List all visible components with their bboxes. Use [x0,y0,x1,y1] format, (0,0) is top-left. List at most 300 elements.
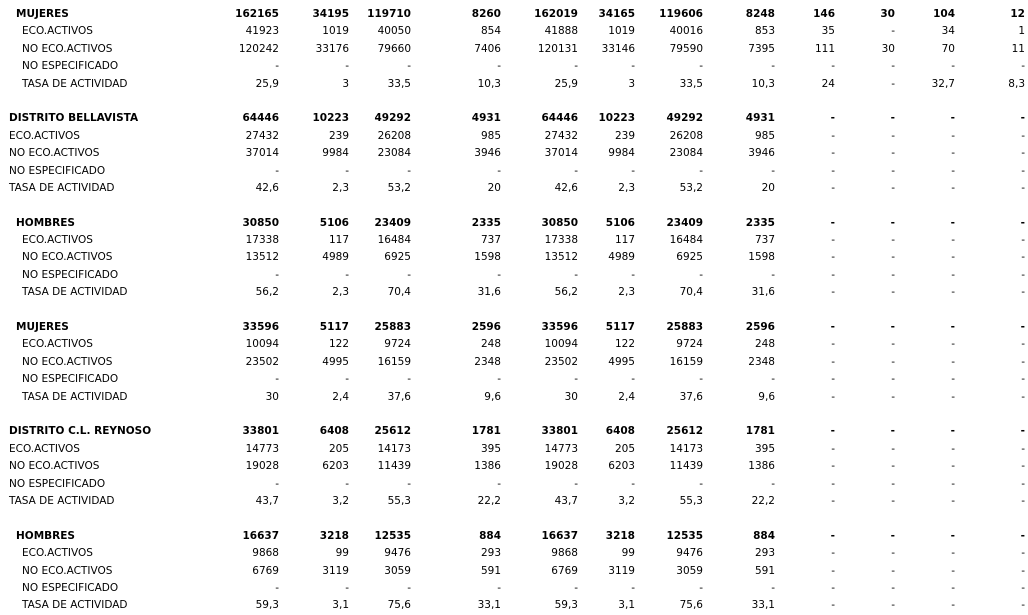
table-cell: - [1021,164,1025,177]
table-cell: 162019 [534,8,578,20]
table-cell: - [1020,529,1025,542]
spacer-row [0,302,1028,319]
table-cell: - [345,60,349,73]
table-cell: 40016 [669,25,703,38]
table-cell: - [891,129,895,142]
table-row [0,597,1028,614]
table-cell: - [951,460,955,473]
statistics-table [0,6,1028,615]
table-cell: - [699,268,703,281]
table-cell: - [1020,112,1025,125]
table-cell: - [1021,564,1025,577]
table-cell: 33801 [242,425,279,438]
table-cell: 33,1 [751,599,775,612]
table-cell: 53,2 [679,181,703,194]
table-cell: - [831,373,835,386]
table-cell: 10094 [544,338,578,351]
table-cell: - [699,373,703,386]
table-cell: - [950,216,955,229]
table-cell: 985 [754,129,775,142]
table-cell: 16637 [541,529,578,542]
table-cell: 4989 [608,251,635,264]
table-cell: - [890,425,895,438]
table-cell: 19028 [544,460,578,473]
table-cell: 248 [480,338,501,351]
table-cell: 6203 [322,460,349,473]
table-row [0,319,1028,336]
table-cell: - [830,216,835,229]
table-cell: - [345,373,349,386]
table-cell: 9984 [322,147,349,160]
table-cell: 120242 [238,42,279,55]
table-cell: 70 [941,42,955,55]
table-cell: 25883 [666,321,703,334]
row-label: MUJERES [16,321,69,334]
table-cell: 16159 [377,355,411,368]
row-label: TASA DE ACTIVIDAD [22,390,128,403]
table-cell: - [951,234,955,247]
table-cell: - [891,373,895,386]
table-cell: 122 [614,338,635,351]
table-cell: 25612 [666,425,703,438]
table-cell: - [1021,251,1025,264]
table-cell: - [497,477,501,490]
table-cell: 1781 [471,425,501,438]
table-row [0,232,1028,249]
table-cell: 104 [933,8,955,20]
table-cell: 3059 [384,564,411,577]
table-cell: - [831,494,835,507]
table-cell: 34 [941,25,955,38]
table-cell: 3218 [319,529,349,542]
row-label: HOMBRES [16,216,75,229]
table-row [0,371,1028,388]
table-cell: - [699,477,703,490]
table-cell: - [951,547,955,560]
table-cell: 8248 [745,8,775,20]
table-cell: - [1021,234,1025,247]
table-cell: - [497,373,501,386]
table-cell: - [1021,268,1025,281]
table-cell: - [631,268,635,281]
row-label: NO ECO.ACTIVOS [22,42,113,55]
table-cell: - [890,216,895,229]
table-cell: - [574,268,578,281]
table-cell: 2596 [745,321,775,334]
table-row [0,563,1028,580]
table-cell: 11 [1011,42,1025,55]
table-cell: - [1021,355,1025,368]
table-cell: - [771,60,775,73]
table-cell: 10,3 [751,77,775,90]
table-cell: 33,5 [387,77,411,90]
spacer-row [0,510,1028,527]
table-cell: - [891,442,895,455]
table-cell: 853 [754,25,775,38]
table-cell: 27432 [245,129,279,142]
table-cell: 3946 [748,147,775,160]
table-cell: - [631,581,635,594]
table-cell: - [831,147,835,160]
table-cell: - [771,581,775,594]
table-cell: 9724 [384,338,411,351]
table-cell: 146 [813,8,835,20]
table-cell: - [1021,373,1025,386]
table-cell: 2335 [471,216,501,229]
table-cell: - [950,529,955,542]
table-cell: 9476 [384,547,411,560]
table-cell: - [831,60,835,73]
table-cell: 30 [265,390,279,403]
table-cell: 14773 [544,442,578,455]
table-cell: - [831,234,835,247]
table-row [0,128,1028,145]
table-cell: 32,7 [931,77,955,90]
table-cell: 24 [821,77,835,90]
table-cell: - [831,547,835,560]
table-cell: 3218 [605,529,635,542]
table-cell: 99 [621,547,635,560]
table-cell: 3119 [322,564,349,577]
table-cell: - [831,164,835,177]
table-cell: 20 [487,181,501,194]
table-cell: 2335 [745,216,775,229]
table-cell: 42,6 [554,181,578,194]
table-cell: - [891,494,895,507]
table-cell: - [1021,338,1025,351]
row-label: ECO.ACTIVOS [22,234,93,247]
table-cell: 26208 [669,129,703,142]
row-label: DISTRITO C.L. REYNOSO [9,425,152,438]
table-cell: - [275,164,279,177]
table-cell: - [1021,547,1025,560]
table-cell: 2,3 [618,181,635,194]
table-cell: - [890,321,895,334]
row-label: TASA DE ACTIVIDAD [22,286,128,299]
table-cell: - [891,268,895,281]
table-cell: 4989 [322,251,349,264]
table-cell: - [951,338,955,351]
table-cell: 2,3 [332,181,349,194]
table-cell: 6925 [676,251,703,264]
table-row [0,249,1028,266]
table-row [0,458,1028,475]
table-row [0,580,1028,597]
table-cell: - [831,251,835,264]
row-label: TASA DE ACTIVIDAD [9,181,115,194]
table-cell: 43,7 [255,494,279,507]
table-cell: 11439 [377,460,411,473]
table-cell: 293 [754,547,775,560]
table-cell: 53,2 [387,181,411,194]
table-cell: 884 [753,529,775,542]
table-cell: 19028 [245,460,279,473]
table-cell: 111 [814,42,835,55]
row-label: TASA DE ACTIVIDAD [22,77,128,90]
table-cell: 23084 [377,147,411,160]
table-cell: - [831,390,835,403]
table-cell: 395 [754,442,775,455]
table-cell: 22,2 [751,494,775,507]
table-cell: - [831,599,835,612]
table-cell: 4931 [745,112,775,125]
table-cell: 4995 [608,355,635,368]
row-label: ECO.ACTIVOS [9,442,80,455]
row-label: ECO.ACTIVOS [22,547,93,560]
table-cell: 9,6 [484,390,501,403]
table-cell: 9868 [551,547,578,560]
table-cell: 43,7 [554,494,578,507]
table-cell: 75,6 [679,599,703,612]
table-cell: 119606 [659,8,703,20]
row-label: NO ECO.ACTIVOS [9,460,100,473]
row-label: HOMBRES [16,529,75,542]
row-label: NO ESPECIFICADO [22,373,119,386]
row-label: NO ESPECIFICADO [22,60,119,73]
table-cell: 119710 [367,8,411,20]
row-label: TASA DE ACTIVIDAD [9,494,115,507]
table-cell: 8,3 [1008,77,1025,90]
table-cell: 17338 [245,234,279,247]
table-cell: - [407,268,411,281]
table-row [0,215,1028,232]
table-cell: - [345,164,349,177]
table-cell: - [891,181,895,194]
table-row [0,41,1028,58]
table-cell: 1598 [748,251,775,264]
table-cell: 75,6 [387,599,411,612]
table-row [0,267,1028,284]
table-cell: 31,6 [751,286,775,299]
table-cell: 4931 [471,112,501,125]
row-label: NO ECO.ACTIVOS [22,564,113,577]
table-cell: 3 [628,77,635,90]
table-cell: 122 [328,338,349,351]
table-cell: - [951,129,955,142]
table-cell: - [891,547,895,560]
row-label: NO ECO.ACTIVOS [22,251,113,264]
table-cell: - [891,599,895,612]
table-cell: - [574,373,578,386]
table-cell: 9868 [252,547,279,560]
row-label: DISTRITO BELLAVISTA [9,112,139,125]
table-cell: - [574,164,578,177]
table-cell: 33146 [601,42,635,55]
table-row [0,180,1028,197]
table-cell: 34165 [598,8,635,20]
table-cell: 55,3 [679,494,703,507]
table-cell: 42,6 [255,181,279,194]
table-cell: 2348 [748,355,775,368]
table-cell: 33596 [541,321,578,334]
table-cell: 26208 [377,129,411,142]
table-cell: - [830,321,835,334]
table-cell: 12 [1010,8,1025,20]
table-cell: 985 [480,129,501,142]
table-cell: - [891,60,895,73]
table-cell: 10094 [245,338,279,351]
table-cell: 248 [754,338,775,351]
table-cell: - [951,373,955,386]
table-cell: - [631,164,635,177]
table-cell: - [891,234,895,247]
table-cell: - [771,268,775,281]
table-cell: - [1020,321,1025,334]
row-label: NO ECO.ACTIVOS [9,147,100,160]
table-cell: 37014 [544,147,578,160]
table-cell: - [771,373,775,386]
table-cell: 64446 [242,112,279,125]
table-cell: 10223 [312,112,349,125]
table-cell: 59,3 [255,599,279,612]
table-cell: - [951,564,955,577]
table-cell: 10,3 [477,77,501,90]
table-cell: 23084 [669,147,703,160]
table-cell: - [497,581,501,594]
table-cell: - [275,477,279,490]
table-cell: 23409 [666,216,703,229]
table-cell: - [951,251,955,264]
row-label: MUJERES [16,8,69,20]
table-cell: 884 [479,529,501,542]
table-cell: 49292 [374,112,411,125]
table-cell: - [891,355,895,368]
table-cell: 7395 [748,42,775,55]
table-cell: - [891,564,895,577]
table-cell: - [831,338,835,351]
table-cell: 5117 [319,321,349,334]
table-cell: - [831,355,835,368]
table-cell: 3 [342,77,349,90]
table-cell: - [699,581,703,594]
table-cell: - [951,390,955,403]
table-cell: 13512 [544,251,578,264]
table-cell: - [831,181,835,194]
table-cell: - [631,60,635,73]
table-cell: - [951,477,955,490]
table-cell: 6769 [252,564,279,577]
table-cell: - [951,355,955,368]
table-cell: - [951,147,955,160]
table-cell: - [951,60,955,73]
table-cell: - [574,477,578,490]
table-cell: - [407,164,411,177]
table-cell: 30 [881,42,895,55]
table-cell: - [891,147,895,160]
table-cell: - [891,460,895,473]
table-cell: - [831,442,835,455]
table-cell: 591 [754,564,775,577]
table-cell: 1386 [474,460,501,473]
table-cell: - [951,268,955,281]
table-cell: 4995 [322,355,349,368]
table-cell: - [1021,477,1025,490]
table-cell: 5106 [605,216,635,229]
table-cell: 34195 [312,8,349,20]
row-label: ECO.ACTIVOS [22,338,93,351]
table-cell: 79590 [669,42,703,55]
table-cell: - [950,321,955,334]
table-cell: 64446 [541,112,578,125]
table-cell: - [574,581,578,594]
table-cell: - [699,60,703,73]
table-cell: - [891,77,895,90]
table-cell: 5106 [319,216,349,229]
table-cell: - [830,425,835,438]
table-cell: 2,3 [618,286,635,299]
table-cell: - [831,286,835,299]
table-cell: - [891,286,895,299]
row-label: NO ESPECIFICADO [22,581,119,594]
table-cell: - [275,581,279,594]
table-cell: - [951,599,955,612]
table-row [0,23,1028,40]
table-cell: 33596 [242,321,279,334]
table-cell: 1781 [745,425,775,438]
table-cell: 1598 [474,251,501,264]
table-cell: 3946 [474,147,501,160]
table-cell: - [1020,425,1025,438]
table-cell: - [407,373,411,386]
table-cell: 120131 [537,42,578,55]
table-cell: - [891,581,895,594]
row-label: NO ESPECIFICADO [9,477,106,490]
table-cell: 99 [335,547,349,560]
table-cell: - [950,425,955,438]
table-cell: - [275,373,279,386]
table-cell: 33,1 [477,599,501,612]
table-cell: - [951,442,955,455]
table-cell: - [951,581,955,594]
table-row [0,145,1028,162]
table-row [0,110,1028,127]
table-cell: 70,4 [679,286,703,299]
row-label: NO ECO.ACTIVOS [22,355,113,368]
table-cell: - [831,129,835,142]
table-cell: 205 [614,442,635,455]
table-cell: - [1021,129,1025,142]
table-cell: 2348 [474,355,501,368]
table-cell: 30850 [242,216,279,229]
table-cell: - [891,164,895,177]
table-cell: 1 [1018,25,1025,38]
table-cell: - [1020,216,1025,229]
table-cell: - [631,373,635,386]
table-cell: - [831,581,835,594]
table-row [0,476,1028,493]
table-row [0,76,1028,93]
table-cell: 1019 [608,25,635,38]
table-row [0,284,1028,301]
table-cell: 2,3 [332,286,349,299]
table-cell: 20 [761,181,775,194]
table-cell: - [497,164,501,177]
table-row [0,493,1028,510]
table-cell: - [830,112,835,125]
table-cell: 25612 [374,425,411,438]
table-cell: 14173 [377,442,411,455]
table-cell: - [497,60,501,73]
table-cell: - [407,477,411,490]
table-cell: - [951,494,955,507]
table-cell: 591 [480,564,501,577]
table-cell: - [407,581,411,594]
row-label: ECO.ACTIVOS [22,25,93,38]
table-cell: 40050 [377,25,411,38]
table-cell: 2596 [471,321,501,334]
table-cell: 17338 [544,234,578,247]
table-cell: 30 [564,390,578,403]
